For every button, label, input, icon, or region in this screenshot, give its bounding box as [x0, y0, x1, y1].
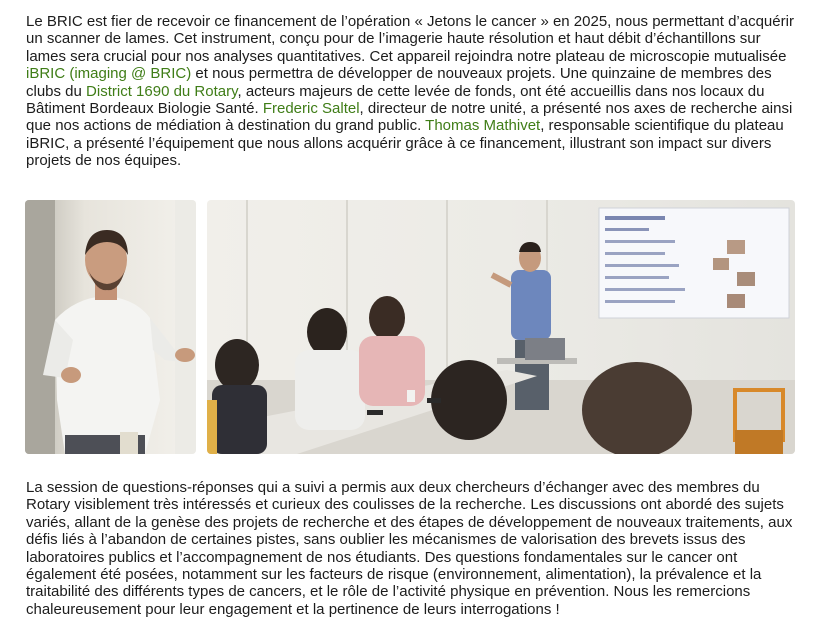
- speaker-photo: [25, 200, 196, 454]
- ibric-link[interactable]: iBRIC (imaging @ BRIC): [26, 65, 192, 83]
- intro-text-4: , directeur de notre unité, a présenté nos axes de recherche ainsi que nos actions de médiation à destination du grand public.: [26, 100, 793, 135]
- thomas-mathivet-link[interactable]: Thomas Mathivet: [425, 117, 541, 135]
- frederic-saltel-link[interactable]: Frederic Saltel: [262, 100, 360, 118]
- outro-paragraph: La session de questions-réponses qui a suivi a permis aux deux chercheurs d’échanger avec des membres du Rotary visiblement très intéressés et curieux des coulisses de la recherche. Les discussions ont abordé des sujets variés, allant de la genèse des projets de recherche et des étapes de développement de nouveaux traitements, aux défis liés à l’abandon de certaines pistes, sans oublier les mécanismes de valorisation des brevets issus des laboratoires publics et l’accompagnement de nos étudiants. Des questions fondamentales sur le cancer ont également été posées, notamment sur les facteurs de risque (environnement, alimentation), la prévalence et la traitabilité des différents types de cancers, et le rôle de l’activité physique en prévention. Nous les remercions chaleureusement pour leur engagement et la pertinence de leurs interrogations !: [26, 479, 793, 618]
- rotary-district-link[interactable]: District 1690 du Rotary: [86, 82, 238, 100]
- intro-text-1: Le BRIC est fier de recevoir ce financement de l’opération « Jetons le cancer » en 2025, nous permettant d’acquérir un scanner de lames. Cet instrument, conçu pour de l’imagerie haute résolution et haut débit d’échantillons sur lames sera crucial pour nos analyses quantitatives. Cet appareil rejoindra notre plateau de microscopie mutualisée: [26, 13, 794, 65]
- intro-text-2: et nous permettra de développer de nouveaux projets. Une quinzaine de membres des clubs du: [26, 65, 772, 100]
- presentation-room-photo: [207, 200, 795, 454]
- intro-text-5: , responsable scientifique du plateau iBRIC, a présenté l’équipement que nous allons acquérir grâce à ce financement, illustrant son impact sur divers projets de nos équipes.: [26, 117, 784, 170]
- intro-paragraph: [26, 13, 798, 170]
- intro-text-3: , acteurs majeurs de cette levée de fonds, ont été accueillis dans nos locaux du Bâtiment Bordeaux Biologie Santé.: [26, 82, 765, 118]
